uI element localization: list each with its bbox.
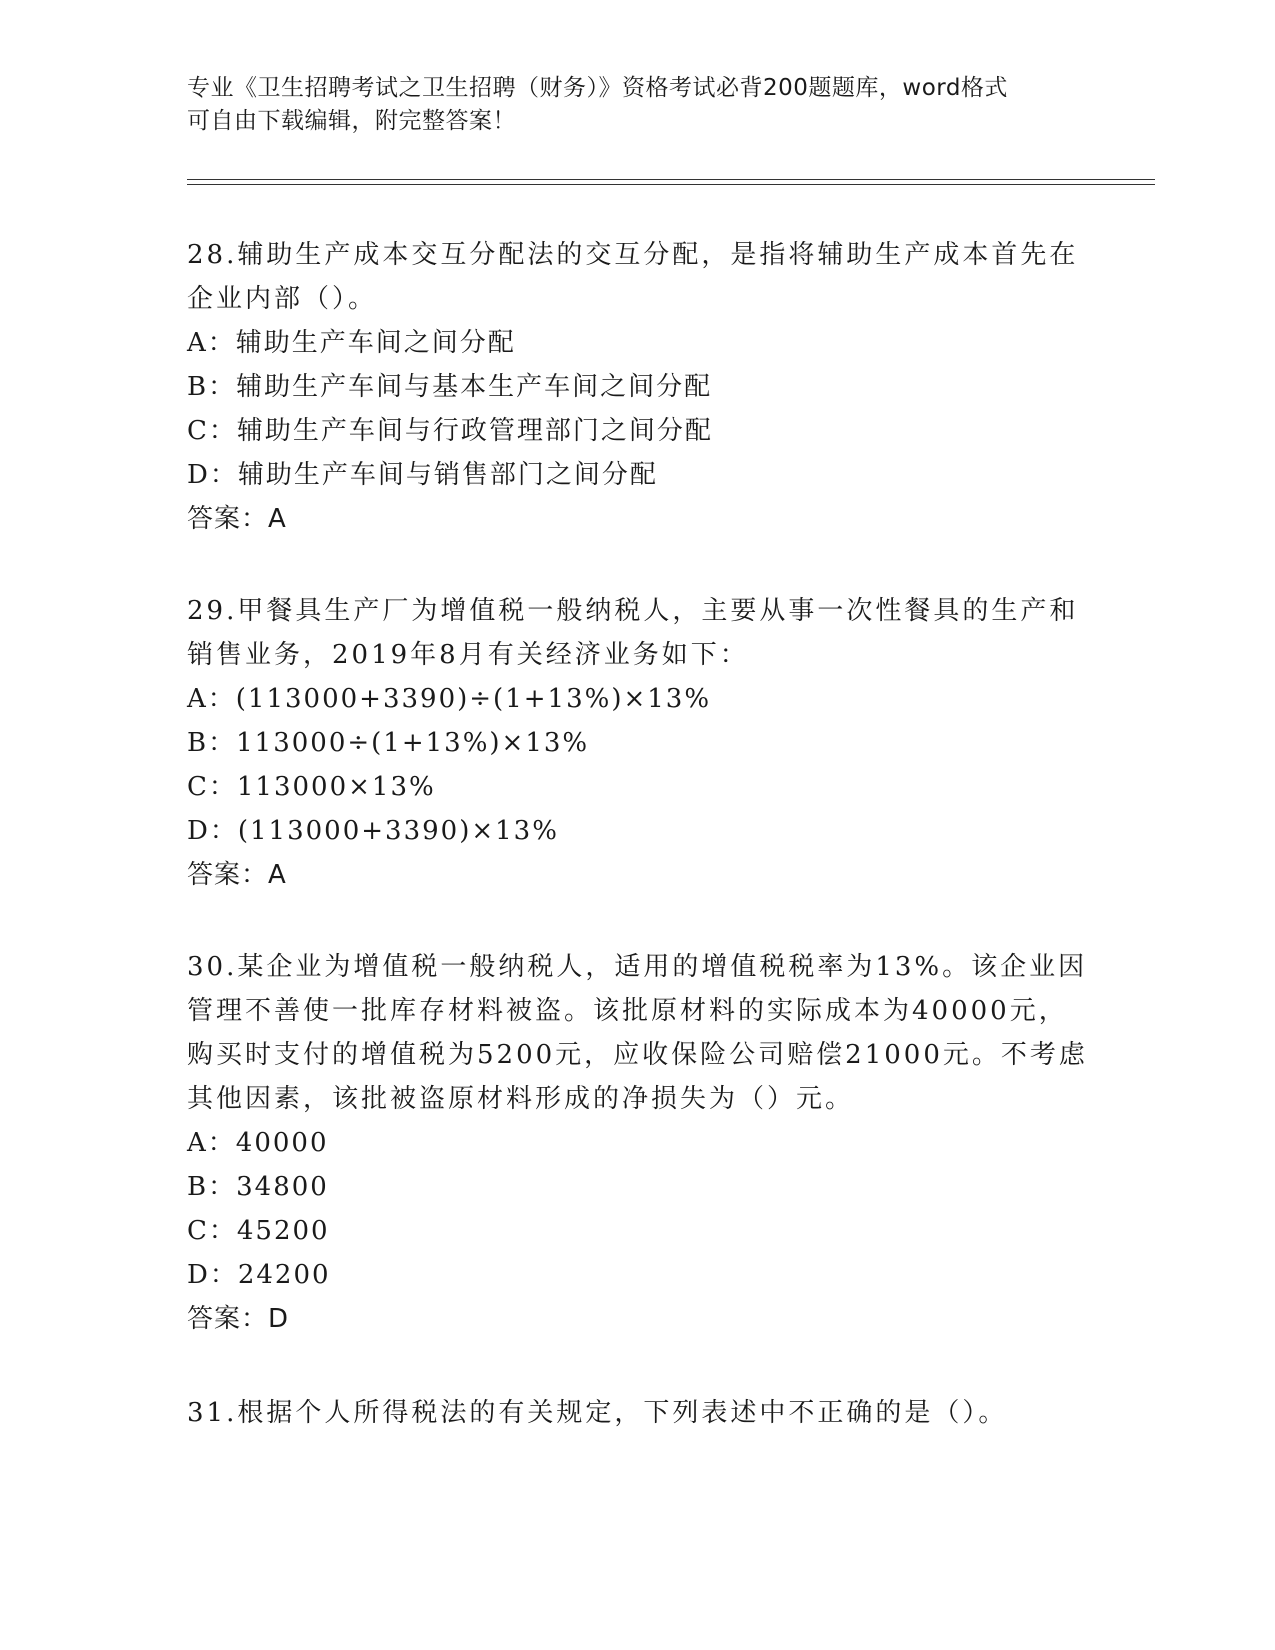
option-c: C：辅助生产车间与行政管理部门之间分配 xyxy=(187,416,713,446)
question-stem-line: 企业内部（）。 xyxy=(187,284,378,314)
option-b: B：34800 xyxy=(187,1172,329,1202)
option-d: D：(113000+3390)×13% xyxy=(187,816,559,846)
header-divider-bottom xyxy=(187,184,1155,185)
document-header xyxy=(187,72,1087,138)
header-line-1: 专业《卫生招聘考试之卫生招聘（财务）》资格考试必背200题题库，word格式 xyxy=(187,75,1008,101)
option-c: C：45200 xyxy=(187,1216,330,1246)
header-divider-top xyxy=(187,179,1155,180)
question-stem-line: 购买时支付的增值税为5200元，应收保险公司赔偿21000元。不考虑 xyxy=(187,1040,1088,1070)
question-stem-line: 管理不善使一批库存材料被盗。该批原材料的实际成本为40000元， xyxy=(187,996,1068,1026)
option-a: A：(113000+3390)÷(1+13%)×13% xyxy=(187,684,712,714)
question-stem-line: 29.甲餐具生产厂为增值税一般纳税人，主要从事一次性餐具的生产和 xyxy=(187,596,1079,626)
option-a: A：辅助生产车间之间分配 xyxy=(187,328,516,358)
question-stem-line: 30.某企业为增值税一般纳税人，适用的增值税税率为13%。该企业因 xyxy=(187,952,1088,982)
option-b: B：辅助生产车间与基本生产车间之间分配 xyxy=(187,372,713,402)
header-line-2: 可自由下载编辑，附完整答案！ xyxy=(187,108,516,134)
option-a: A：40000 xyxy=(187,1128,329,1158)
question-stem-line: 销售业务，2019年8月有关经济业务如下： xyxy=(187,640,749,670)
answer-label: 答案：A xyxy=(187,504,287,534)
option-d: D：24200 xyxy=(187,1260,331,1290)
question-stem-line: 28.辅助生产成本交互分配法的交互分配，是指将辅助生产成本首先在 xyxy=(187,240,1079,270)
option-c: C：113000×13% xyxy=(187,772,436,802)
answer-label: 答案：A xyxy=(187,860,287,890)
answer-label: 答案：D xyxy=(187,1304,290,1334)
question-stem-line: 31.根据个人所得税法的有关规定，下列表述中不正确的是（）。 xyxy=(187,1398,1008,1428)
question-stem-line: 其他因素，该批被盗原材料形成的净损失为（）元。 xyxy=(187,1084,855,1114)
option-b: B：113000÷(1+13%)×13% xyxy=(187,728,590,758)
option-d: D：辅助生产车间与销售部门之间分配 xyxy=(187,460,658,490)
